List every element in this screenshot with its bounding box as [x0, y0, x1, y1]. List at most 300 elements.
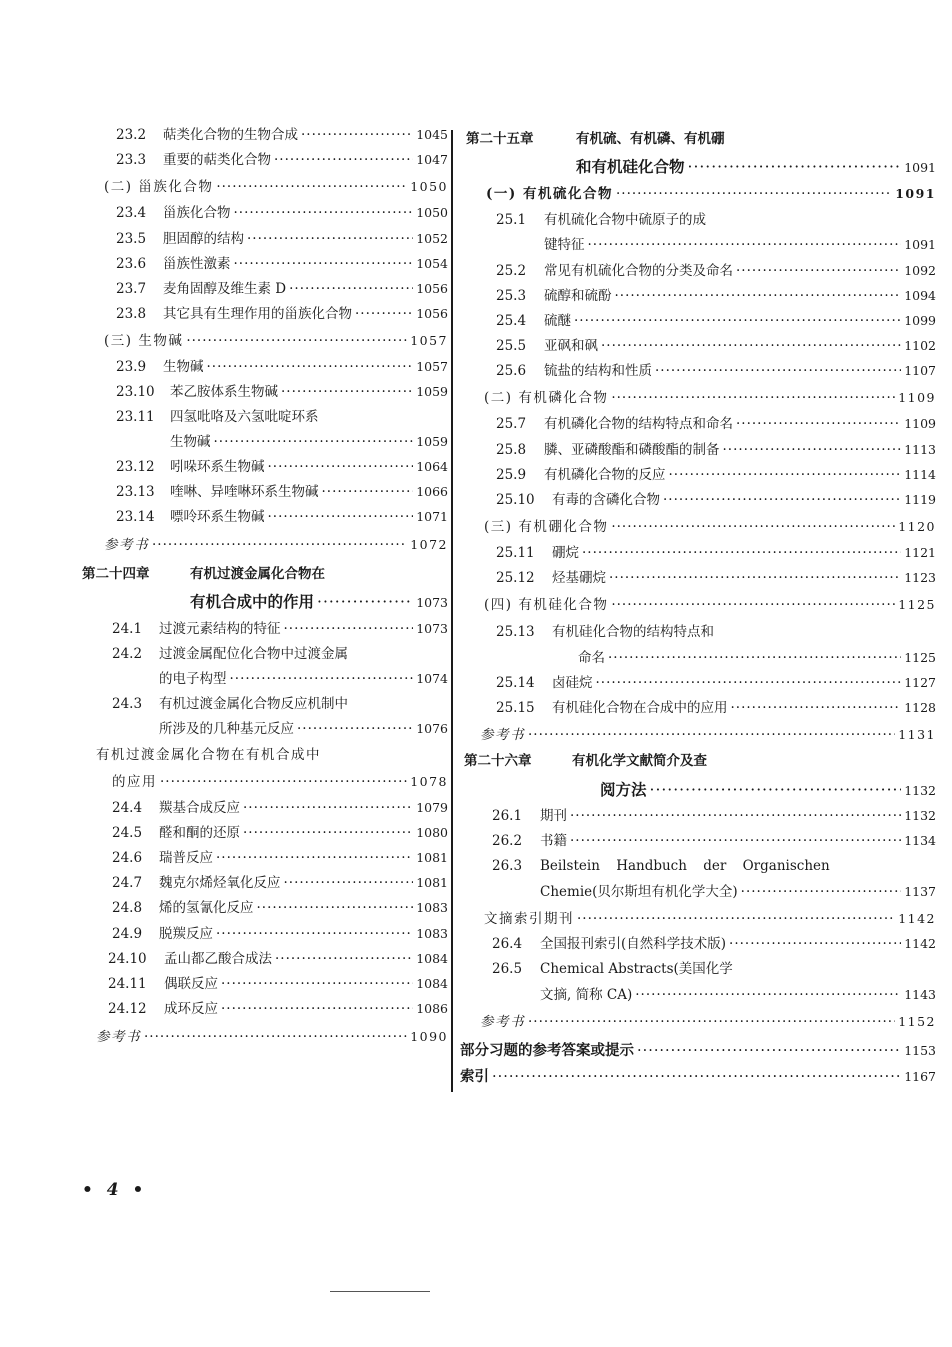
page-ref: 1074: [416, 671, 448, 686]
chapter-entry: [576, 158, 936, 177]
toc-entry: [112, 899, 448, 917]
section-number: 23.10: [116, 384, 155, 400]
toc-entry: [496, 312, 936, 330]
page-ref: 1045: [416, 127, 448, 142]
section-number: 25.10: [496, 492, 535, 508]
section-number: 24.8: [112, 900, 143, 916]
page-ref: 1132: [904, 783, 936, 798]
chapter-entry: [190, 593, 448, 612]
toc-part-entry: [484, 389, 936, 407]
section-title: 吲哚环系生物碱: [170, 459, 265, 475]
page-ref: 1142: [898, 911, 936, 926]
toc-entry: [108, 975, 448, 993]
dot-leader: [214, 433, 414, 451]
dot-leader: [355, 305, 413, 323]
dot-leader: [284, 620, 414, 638]
toc-entry: [496, 415, 936, 433]
section-title: 萜类化合物的生物合成: [163, 127, 298, 143]
dot-leader: [289, 280, 413, 298]
dot-leader: [736, 262, 901, 280]
page-ref: 1153: [904, 1043, 936, 1058]
page-ref: 1054: [416, 256, 448, 271]
page-ref: 1059: [416, 434, 448, 449]
section-number: 25.15: [496, 700, 535, 716]
page-ref: 1128: [904, 700, 936, 715]
toc-entry: [116, 230, 448, 248]
section-title-line1: 四氢吡咯及六氢吡啶环系: [170, 409, 319, 425]
chapter-title-line1: 有机硫、有机磷、有机硼: [576, 131, 725, 147]
section-title: 期刊: [540, 808, 567, 824]
dot-leader: [723, 441, 902, 459]
toc-entry: [108, 950, 448, 968]
toc-entry: [492, 807, 936, 825]
toc-entry: [496, 441, 936, 459]
page-ref: 1152: [898, 1014, 936, 1029]
page-ref: 1109: [898, 390, 936, 405]
toc-part-entry: [104, 178, 448, 196]
section-number: 24.3: [112, 696, 143, 712]
chapter-entry: [600, 781, 936, 800]
section-number: 23.7: [116, 281, 147, 297]
page-ref: 1109: [904, 416, 936, 431]
page-ref: 1125: [898, 597, 936, 612]
toc-entry: [492, 935, 936, 953]
dot-leader: [234, 204, 414, 222]
dot-leader: [160, 773, 407, 791]
page-ref: 1094: [904, 288, 936, 303]
toc-entry: [496, 337, 936, 355]
chapter-number: 第二十五章: [466, 131, 534, 147]
page-ref: 1073: [416, 621, 448, 636]
toc-entry: [496, 569, 936, 587]
dot-leader: [230, 670, 414, 688]
chapter-title-line1: 有机过渡金属化合物在: [190, 566, 325, 582]
page-ref: 1076: [416, 721, 448, 736]
toc-entry: [116, 383, 448, 401]
page-ref: 1114: [904, 467, 936, 482]
toc-entry: [112, 620, 448, 638]
page-ref: 1090: [410, 1029, 448, 1044]
section-number: 24.7: [112, 875, 143, 891]
toc-entry: [116, 255, 448, 273]
section-number: 23.5: [116, 231, 147, 247]
toc-entry: [496, 466, 936, 484]
dot-leader: [186, 332, 407, 350]
section-title: 的电子构型: [159, 671, 227, 687]
section-title: 其它具有生理作用的甾族化合物: [163, 306, 352, 322]
page-ref: 1143: [904, 987, 936, 1002]
section-number: 24.1: [112, 621, 143, 637]
toc-entry-first-line: [112, 695, 348, 713]
page-ref: 1057: [416, 359, 448, 374]
dot-leader: [611, 518, 895, 536]
section-number: 24.12: [108, 1001, 147, 1017]
chapter-title: 和有机硅化合物: [576, 157, 685, 176]
section-title: 命名: [578, 650, 605, 666]
dot-leader: [243, 824, 413, 842]
section-title: 有毒的含磷化合物: [552, 492, 660, 508]
section-title-line1: Beilstein Handbuch der Organischen: [540, 858, 830, 874]
section-title: 羰基合成反应: [159, 800, 240, 816]
dot-leader: [274, 151, 413, 169]
toc-part-entry: [104, 332, 448, 350]
section-number: 23.8: [116, 306, 147, 322]
page-ref: 1091: [904, 237, 936, 252]
section-title: 锍盐的结构和性质: [544, 363, 652, 379]
dot-leader: [608, 649, 901, 667]
dot-leader: [601, 337, 901, 355]
section-number: 23.6: [116, 256, 147, 272]
section-title: 卤硅烷: [552, 675, 593, 691]
section-number: 24.10: [108, 951, 147, 967]
column-divider: [451, 130, 453, 1092]
toc-part-entry: [484, 596, 936, 614]
page-ref: 1137: [904, 884, 936, 899]
dot-leader: [731, 699, 902, 717]
page-ref: 1059: [416, 384, 448, 399]
page-ref: 1066: [416, 484, 448, 499]
dot-leader: [247, 230, 413, 248]
toc-part-first-line: [96, 746, 321, 764]
page-ref: 1052: [416, 231, 448, 246]
page-ref: 1091: [895, 186, 936, 201]
section-number: 24.11: [108, 976, 147, 992]
toc-entry: [159, 670, 448, 688]
page-ref: 1081: [416, 875, 448, 890]
index-title: 索引: [460, 1068, 489, 1085]
section-title-line1: Chemical Abstracts(美国化学: [540, 961, 733, 977]
section-title: 烃基硼烷: [552, 570, 606, 586]
appendix-title: 部分习题的参考答案或提示: [460, 1042, 634, 1059]
section-title: 生物碱: [170, 434, 211, 450]
section-title-line1: 有机硫化合物中硫原子的成: [544, 212, 706, 228]
scan-rule: [330, 1291, 430, 1292]
section-title: 硫醇和硫酚: [544, 288, 612, 304]
dot-leader: [615, 287, 902, 305]
dot-leader: [297, 720, 413, 738]
page-ref: 1056: [416, 281, 448, 296]
page-ref: 1123: [904, 570, 936, 585]
section-number: 25.11: [496, 545, 535, 561]
chapter-heading-first-line: [466, 130, 725, 148]
dot-leader: [144, 1028, 407, 1046]
chapter-heading-first-line: [82, 565, 325, 583]
references-title: 参考书: [480, 727, 525, 743]
toc-entry: [112, 824, 448, 842]
section-title: 亚砜和砜: [544, 338, 598, 354]
page-ref: 1047: [416, 152, 448, 167]
dot-leader: [570, 832, 901, 850]
dot-leader: [275, 950, 413, 968]
toc-entry: [116, 358, 448, 376]
section-title: 烯的氢氰化反应: [159, 900, 254, 916]
section-title: 常见有机硫化合物的分类及命名: [544, 263, 733, 279]
toc-entry: [540, 883, 936, 901]
part-title: (三) 生物碱: [104, 333, 184, 349]
section-number: 24.5: [112, 825, 143, 841]
page-ref: 1099: [904, 313, 936, 328]
dot-leader: [736, 415, 901, 433]
section-title: 脱羰反应: [159, 926, 213, 942]
section-number: 25.8: [496, 442, 527, 458]
toc-entry: [116, 458, 448, 476]
section-number: 26.2: [492, 833, 523, 849]
section-number: 23.2: [116, 127, 147, 143]
page-ref: 1056: [416, 306, 448, 321]
part-title: 的应用: [112, 774, 157, 790]
toc-entry: [112, 925, 448, 943]
dot-leader: [574, 312, 901, 330]
toc-index-entry: [460, 1068, 936, 1086]
section-number: 24.4: [112, 800, 143, 816]
toc-entry: [496, 262, 936, 280]
dot-leader: [688, 158, 902, 176]
dot-leader: [582, 544, 901, 562]
chapter-title-line1: 有机化学文献简介及查: [572, 753, 707, 769]
section-number: 25.12: [496, 570, 535, 586]
toc-entry: [492, 832, 936, 850]
section-number: 24.6: [112, 850, 143, 866]
page-ref: 1142: [904, 936, 936, 951]
toc-entry: [112, 874, 448, 892]
toc-part-entry: [484, 518, 936, 536]
section-title: 过渡元素结构的特征: [159, 621, 281, 637]
section-number: 24.9: [112, 926, 143, 942]
dot-leader: [216, 849, 413, 867]
toc-entry: [496, 699, 936, 717]
section-title: 喹啉、异喹啉环系生物碱: [170, 484, 319, 500]
toc-entry: [116, 151, 448, 169]
toc-part-entry: [486, 185, 936, 203]
dot-leader: [741, 883, 902, 901]
toc-appendix-entry: [460, 1042, 936, 1060]
section-title: 书籍: [540, 833, 567, 849]
toc-entry-first-line: [496, 623, 714, 641]
section-number: 26.3: [492, 858, 523, 874]
toc-entry-first-line: [492, 857, 830, 875]
dot-leader: [663, 491, 901, 509]
references-title: 参考书: [104, 537, 149, 553]
page-ref: 1080: [416, 825, 448, 840]
section-title: 麦角固醇及维生素 D: [163, 281, 287, 297]
part-title: (四) 有机硅化合物: [484, 597, 609, 613]
dot-leader: [596, 674, 902, 692]
toc-references-entry: [96, 1028, 448, 1046]
page-ref: 1167: [904, 1069, 936, 1084]
page-ref: 1072: [410, 537, 448, 552]
page-ref: 1121: [904, 545, 936, 560]
toc-entry: [116, 305, 448, 323]
dot-leader: [281, 383, 413, 401]
section-title: Chemie(贝尔斯坦有机化学大全): [540, 884, 738, 900]
toc-entry: [578, 649, 936, 667]
page-ref: 1132: [904, 808, 936, 823]
dot-leader: [243, 799, 413, 817]
page-ref: 1091: [904, 160, 936, 175]
section-number: 25.5: [496, 338, 527, 354]
page-ref: 1050: [410, 179, 448, 194]
page-ref: 1113: [904, 442, 936, 457]
chapter-heading-first-line: [464, 752, 707, 770]
page-ref: 1084: [416, 976, 448, 991]
toc-entry: [108, 1000, 448, 1018]
section-number: 23.9: [116, 359, 147, 375]
dot-leader: [577, 910, 895, 928]
page-ref: 1119: [904, 492, 936, 507]
dot-leader: [216, 178, 407, 196]
dot-leader: [729, 935, 901, 953]
section-title: 重要的萜类化合物: [163, 152, 271, 168]
section-number: 26.5: [492, 961, 523, 977]
toc-entry: [540, 986, 936, 1004]
section-number: 24.2: [112, 646, 143, 662]
toc-references-entry: [480, 1013, 936, 1031]
chapter-title: 阅方法: [600, 780, 647, 799]
section-number: 25.13: [496, 624, 535, 640]
page-ref: 1079: [416, 800, 448, 815]
section-number: 25.4: [496, 313, 527, 329]
section-title: 文摘, 简称 CA): [540, 987, 633, 1003]
dot-leader: [216, 925, 413, 943]
dot-leader: [257, 899, 414, 917]
dot-leader: [492, 1068, 901, 1086]
section-title: 硫醚: [544, 313, 571, 329]
page-number: • 4 •: [82, 1180, 148, 1200]
dot-leader: [528, 1013, 895, 1031]
page-ref: 1120: [898, 519, 936, 534]
section-title: 所涉及的几种基元反应: [159, 721, 294, 737]
section-title: 有机磷化合物的反应: [544, 467, 666, 483]
toc-references-entry: [480, 726, 936, 744]
chapter-title: 有机合成中的作用: [190, 592, 315, 611]
toc-part-entry: [484, 910, 936, 928]
page-ref: 1083: [416, 900, 448, 915]
part-title-line1: 有机过渡金属化合物在有机合成中: [96, 747, 321, 763]
section-title: 生物碱: [163, 359, 204, 375]
part-title: (三) 有机硼化合物: [484, 519, 609, 535]
page-ref: 1073: [416, 595, 448, 610]
section-number: 25.14: [496, 675, 535, 691]
section-title-line1: 过渡金属配位化合物中过渡金属: [159, 646, 348, 662]
dot-leader: [284, 874, 414, 892]
section-number: 23.11: [116, 409, 155, 425]
section-title: 键特征: [544, 237, 585, 253]
part-title: 文摘索引期刊: [484, 911, 574, 927]
section-title: 硼烷: [552, 545, 579, 561]
section-title: 孟山都乙酸合成法: [164, 951, 272, 967]
dot-leader: [207, 358, 414, 376]
section-title: 全国报刊索引(自然科学技术版): [540, 936, 727, 952]
page-ref: 1078: [410, 774, 448, 789]
section-number: 23.12: [116, 459, 155, 475]
section-number: 26.4: [492, 936, 523, 952]
page-ref: 1084: [416, 951, 448, 966]
section-number: 25.9: [496, 467, 527, 483]
section-title-line1: 有机过渡金属化合物反应机制中: [159, 696, 348, 712]
toc-entry: [496, 544, 936, 562]
section-title: 成环反应: [164, 1001, 218, 1017]
toc-entry: [112, 799, 448, 817]
dot-leader: [616, 185, 892, 203]
dot-leader: [317, 593, 413, 611]
section-title: 偶联反应: [164, 976, 218, 992]
references-title: 参考书: [480, 1014, 525, 1030]
part-title: (一) 有机硫化合物: [486, 186, 613, 202]
page-ref: 1092: [904, 263, 936, 278]
dot-leader: [650, 781, 902, 799]
dot-leader: [611, 389, 895, 407]
toc-entry-first-line: [112, 645, 348, 663]
section-number: 25.1: [496, 212, 527, 228]
dot-leader: [637, 1042, 901, 1060]
dot-leader: [528, 726, 895, 744]
section-number: 25.3: [496, 288, 527, 304]
toc-entry: [112, 849, 448, 867]
page-ref: 1071: [416, 509, 448, 524]
page-ref: 1127: [904, 675, 936, 690]
section-number: 26.1: [492, 808, 523, 824]
toc-entry: [116, 204, 448, 222]
toc-entry: [116, 508, 448, 526]
toc-entry: [159, 720, 448, 738]
toc-entry: [496, 362, 936, 380]
section-title: 膦、亚磷酸酯和磷酸酯的制备: [544, 442, 720, 458]
dot-leader: [301, 126, 413, 144]
dot-leader: [655, 362, 901, 380]
section-title: 嘌呤环系生物碱: [170, 509, 265, 525]
toc-entry: [116, 126, 448, 144]
page-ref: 1050: [416, 205, 448, 220]
section-title: 胆固醇的结构: [163, 231, 244, 247]
dot-leader: [570, 807, 901, 825]
page-ref: 1083: [416, 926, 448, 941]
dot-leader: [322, 483, 414, 501]
section-number: 23.3: [116, 152, 147, 168]
dot-leader: [221, 975, 413, 993]
dot-leader: [588, 236, 902, 254]
section-title: 有机磷化合物的结构特点和命名: [544, 416, 733, 432]
page-ref: 1102: [904, 338, 936, 353]
page-ref: 1086: [416, 1001, 448, 1016]
toc-entry: [496, 287, 936, 305]
page-ref: 1107: [904, 363, 936, 378]
dot-leader: [221, 1000, 413, 1018]
toc-entry: [116, 280, 448, 298]
toc-entry: [496, 491, 936, 509]
section-title-line1: 有机硅化合物的结构特点和: [552, 624, 714, 640]
dot-leader: [152, 536, 407, 554]
page-ref: 1131: [898, 727, 936, 742]
toc-entry: [170, 433, 448, 451]
section-number: 23.14: [116, 509, 155, 525]
dot-leader: [234, 255, 414, 273]
page-ref: 1134: [904, 833, 936, 848]
toc-part-entry: [112, 773, 448, 791]
section-title: 甾族性激素: [163, 256, 231, 272]
section-title: 醛和酮的还原: [159, 825, 240, 841]
section-number: 23.13: [116, 484, 155, 500]
dot-leader: [609, 569, 901, 587]
page-ref: 1064: [416, 459, 448, 474]
part-title: (二) 有机磷化合物: [484, 390, 609, 406]
page-ref: 1057: [410, 333, 448, 348]
section-title: 瑞普反应: [159, 850, 213, 866]
section-number: 25.6: [496, 363, 527, 379]
references-title: 参考书: [96, 1029, 141, 1045]
toc-entry: [496, 674, 936, 692]
chapter-number: 第二十四章: [82, 566, 150, 582]
page-ref: 1081: [416, 850, 448, 865]
